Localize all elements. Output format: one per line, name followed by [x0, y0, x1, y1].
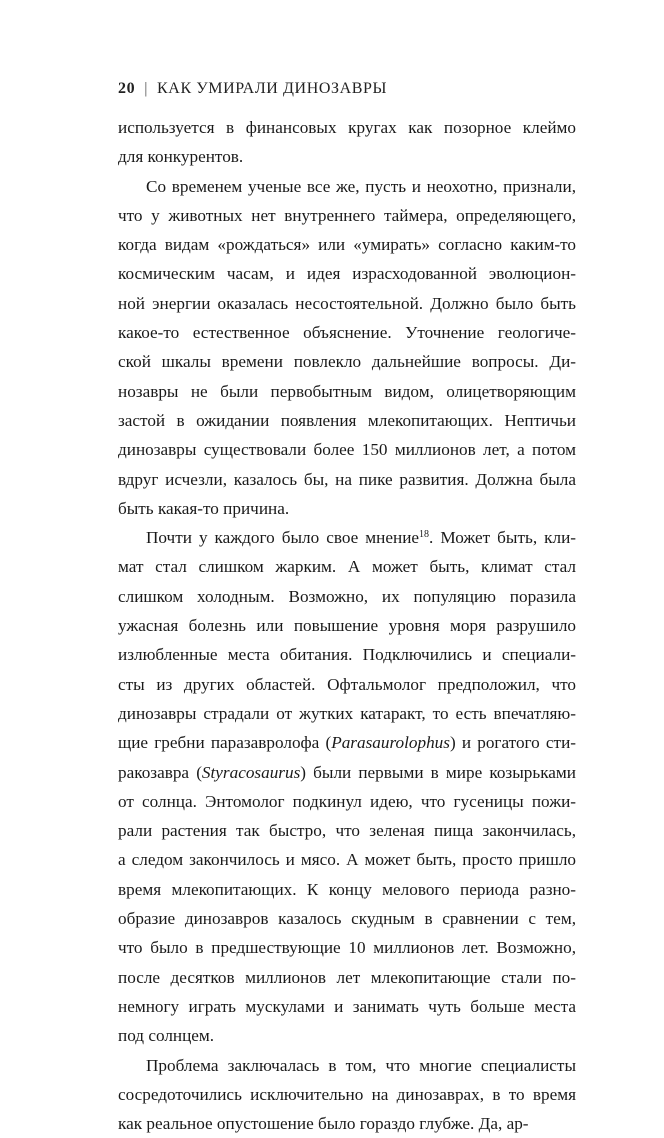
text-line: космическим часам, и идея израсходованной эволюцион-: [118, 259, 576, 288]
paragraph: [118, 172, 576, 524]
text-line: Со временем ученые все же, пусть и неохотно, признали,: [118, 172, 576, 201]
text-line: а следом закончилось и мясо. А может быть, просто пришло: [118, 845, 576, 874]
text-line: какое-то естественное объяснение. Уточнение геологиче-: [118, 318, 576, 347]
paragraph: [118, 113, 576, 172]
text-line: быть какая-то причина.: [118, 494, 576, 523]
text-line: сосредоточились исключительно на динозаврах, в то время: [118, 1080, 576, 1109]
header-separator: |: [144, 80, 148, 97]
text-line: вдруг исчезли, казалось бы, на пике развития. Должна была: [118, 465, 576, 494]
text-line: динозавры существовали более 150 миллионов лет, а потом: [118, 435, 576, 464]
running-title: КАК УМИРАЛИ ДИНОЗАВРЫ: [157, 80, 387, 97]
text-line: ужасная болезнь или повышение уровня моря разрушило: [118, 611, 576, 640]
text-line: от солнца. Энтомолог подкинул идею, что гусеницы пожи-: [118, 787, 576, 816]
text-line: что было в предшествующие 10 миллионов лет. Возможно,: [118, 933, 576, 962]
text-line: образие динозавров казалось скудным в сравнении с тем,: [118, 904, 576, 933]
body-text: [118, 113, 576, 1138]
text-line: сты из других областей. Офтальмолог предположил, что: [118, 670, 576, 699]
text-line: Проблема заключалась в том, что многие специалисты: [118, 1051, 576, 1080]
text-line: время млекопитающих. К концу мелового периода разно-: [118, 875, 576, 904]
text-line: что у животных нет внутреннего таймера, определяющего,: [118, 201, 576, 230]
text-line: застой в ожидании появления млекопитающих. Нептичьи: [118, 406, 576, 435]
text-line: излюбленные места обитания. Подключились и специали-: [118, 640, 576, 669]
footnote-marker: 18: [419, 529, 429, 540]
text-line: ской шкалы времени повлекло дальнейшие вопросы. Ди-: [118, 347, 576, 376]
text-line: динозавры страдали от жутких катаракт, то есть впечатляю-: [118, 699, 576, 728]
text-line: когда видам «рождаться» или «умирать» согласно каким-то: [118, 230, 576, 259]
text-line: слишком холодным. Возможно, их популяцию поразила: [118, 582, 576, 611]
text-line: нозавры не были первобытным видом, олицетворяющим: [118, 377, 576, 406]
text-line: немногу играть мускулами и занимать чуть больше места: [118, 992, 576, 1021]
italic-term: Parasaurolophus: [331, 733, 450, 752]
text-line: щие гребни паразавролофа (Parasaurolophus) и рогатого сти-: [118, 728, 576, 757]
running-header: [118, 80, 387, 98]
text-line: после десятков миллионов лет млекопитающие стали по-: [118, 963, 576, 992]
page-number: 20: [118, 80, 135, 97]
text-line: ракозавра (Styracosaurus) были первыми в мире козырьками: [118, 758, 576, 787]
text-line: рали растения так быстро, что зеленая пища закончилась,: [118, 816, 576, 845]
text-line: Почти у каждого было свое мнение$^{18}$. Может быть, кли-: [118, 523, 576, 552]
text-line: для конкурентов.: [118, 142, 576, 171]
paragraph: [118, 1051, 576, 1138]
text-line: как реальное опустошение было гораздо глубже. Да, ар-: [118, 1109, 576, 1138]
text-line: мат стал слишком жарким. А может быть, климат стал: [118, 552, 576, 581]
text-line: ной энергии оказалась несостоятельной. Должно было быть: [118, 289, 576, 318]
text-line: под солнцем.: [118, 1021, 576, 1050]
paragraph: [118, 523, 576, 1050]
text-line: используется в финансовых кругах как позорное клеймо: [118, 113, 576, 142]
italic-term: Styracosaurus: [202, 763, 300, 782]
